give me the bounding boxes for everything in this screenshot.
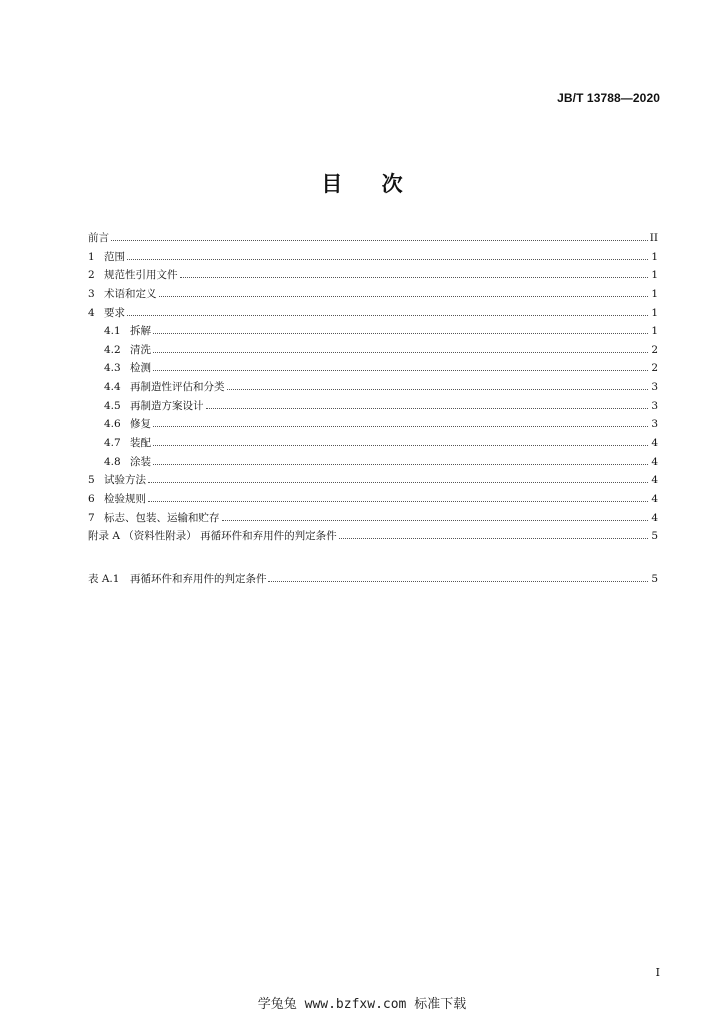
toc-entry[interactable] xyxy=(88,510,658,529)
toc-entry-number: 4.6 xyxy=(104,418,121,431)
toc-entry-number: 4 xyxy=(88,306,95,319)
dot-leader xyxy=(159,296,649,297)
standard-number: JB/T 13788—2020 xyxy=(557,91,660,105)
toc-entry-page: 5 xyxy=(651,530,658,543)
toc-entry-number: 4.4 xyxy=(104,381,121,394)
toc-entry-number: 2 xyxy=(88,269,95,282)
toc-entry-label: 再制造性评估和分类 xyxy=(130,381,225,394)
toc-entry-number: 4.2 xyxy=(104,343,121,356)
toc-entry[interactable] xyxy=(88,230,658,249)
dot-leader xyxy=(180,277,649,278)
toc-entry-page: 1 xyxy=(651,325,658,338)
dot-leader xyxy=(339,538,648,539)
toc-entry-page: 1 xyxy=(651,250,658,263)
toc-entry-label: 术语和定义 xyxy=(104,287,157,300)
toc-entry[interactable] xyxy=(88,454,658,473)
dot-leader xyxy=(153,445,648,446)
toc-entry-label: 装配 xyxy=(130,437,151,450)
toc-entry-page: 4 xyxy=(651,492,658,505)
toc-entry-page: 5 xyxy=(651,573,658,585)
dot-leader xyxy=(153,426,648,427)
toc-entry[interactable] xyxy=(88,267,658,286)
dot-leader xyxy=(153,464,648,465)
toc-entry-page: 1 xyxy=(651,287,658,300)
page-title xyxy=(0,168,724,198)
dot-leader xyxy=(153,352,648,353)
toc-entry-label: 检验规则 xyxy=(104,492,146,505)
toc-entry-number: 4.1 xyxy=(104,325,121,338)
toc-entry[interactable] xyxy=(88,571,658,590)
toc-entry[interactable] xyxy=(88,286,658,305)
table-list xyxy=(88,571,658,590)
toc-entry-label: 检测 xyxy=(130,362,151,375)
toc-entry-label: 试验方法 xyxy=(104,474,146,487)
dot-leader xyxy=(268,581,648,582)
toc-entry-page: 4 xyxy=(651,474,658,487)
toc-entry-number: 4.8 xyxy=(104,455,121,468)
toc-entry-label: 拆解 xyxy=(130,325,151,338)
toc-entry-number: 4.7 xyxy=(104,437,121,450)
toc-entry-number: 7 xyxy=(88,511,95,524)
dot-leader xyxy=(153,370,648,371)
toc-entry-page: II xyxy=(649,232,658,244)
dot-leader xyxy=(227,389,649,390)
toc-entry-label: 清洗 xyxy=(130,343,151,356)
toc-entry[interactable] xyxy=(88,528,658,547)
toc-entry[interactable] xyxy=(88,305,658,324)
toc-entry-label: 标志、包装、运输和贮存 xyxy=(104,511,220,524)
toc-entry[interactable] xyxy=(88,249,658,268)
toc-entry-label: 附录 A （资料性附录） 再循环件和弃用件的判定条件 xyxy=(88,530,337,543)
toc-entry-label: 规范性引用文件 xyxy=(104,269,178,282)
toc-entry-number: 4.5 xyxy=(104,399,121,412)
toc-entry-label: 修复 xyxy=(130,418,151,431)
toc-entry-page: 1 xyxy=(651,306,658,319)
toc-entry-number: 5 xyxy=(88,474,95,487)
toc-entry-number: 1 xyxy=(88,250,95,263)
watermark-text: 学兔兔 www.bzfxw.com 标准下载 xyxy=(257,997,467,1012)
toc-entry[interactable] xyxy=(88,398,658,417)
toc-entry-page: 4 xyxy=(651,437,658,450)
dot-leader xyxy=(127,259,648,260)
toc-entry-label: 前言 xyxy=(88,232,109,244)
table-of-contents xyxy=(88,230,658,547)
dot-leader xyxy=(206,408,649,409)
dot-leader xyxy=(222,520,649,521)
toc-entry[interactable] xyxy=(88,360,658,379)
dot-leader xyxy=(148,482,648,483)
dot-leader xyxy=(148,501,648,502)
toc-entry-page: 4 xyxy=(651,455,658,468)
toc-entry-label: 再制造方案设计 xyxy=(130,399,204,412)
toc-entry-number: 6 xyxy=(88,492,95,505)
toc-entry-page: 1 xyxy=(651,269,658,282)
toc-entry-number: 4.3 xyxy=(104,362,121,375)
dot-leader xyxy=(111,240,648,241)
toc-entry[interactable] xyxy=(88,323,658,342)
toc-entry-page: 3 xyxy=(651,418,658,431)
toc-entry[interactable] xyxy=(88,416,658,435)
dot-leader xyxy=(127,315,648,316)
toc-entry-label: 涂装 xyxy=(130,455,151,468)
toc-entry-page: 3 xyxy=(651,381,658,394)
toc-entry-label: 要求 xyxy=(104,306,125,319)
toc-entry-label: 范围 xyxy=(104,250,125,263)
toc-entry[interactable] xyxy=(88,342,658,361)
toc-entry[interactable] xyxy=(88,379,658,398)
toc-entry[interactable] xyxy=(88,472,658,491)
toc-entry-page: 2 xyxy=(651,362,658,375)
toc-entry[interactable] xyxy=(88,491,658,510)
toc-entry-number: 3 xyxy=(88,287,95,300)
title-char-2: 次 xyxy=(381,172,403,196)
toc-entry-page: 4 xyxy=(651,511,658,524)
title-char-1: 目 xyxy=(321,172,343,196)
toc-entry[interactable] xyxy=(88,435,658,454)
toc-entry-label: 表 A.1 再循环件和弃用件的判定条件 xyxy=(88,573,267,585)
dot-leader xyxy=(153,333,648,334)
page-number: I xyxy=(655,966,660,979)
toc-entry-page: 2 xyxy=(651,343,658,356)
toc-entry-page: 3 xyxy=(651,399,658,412)
